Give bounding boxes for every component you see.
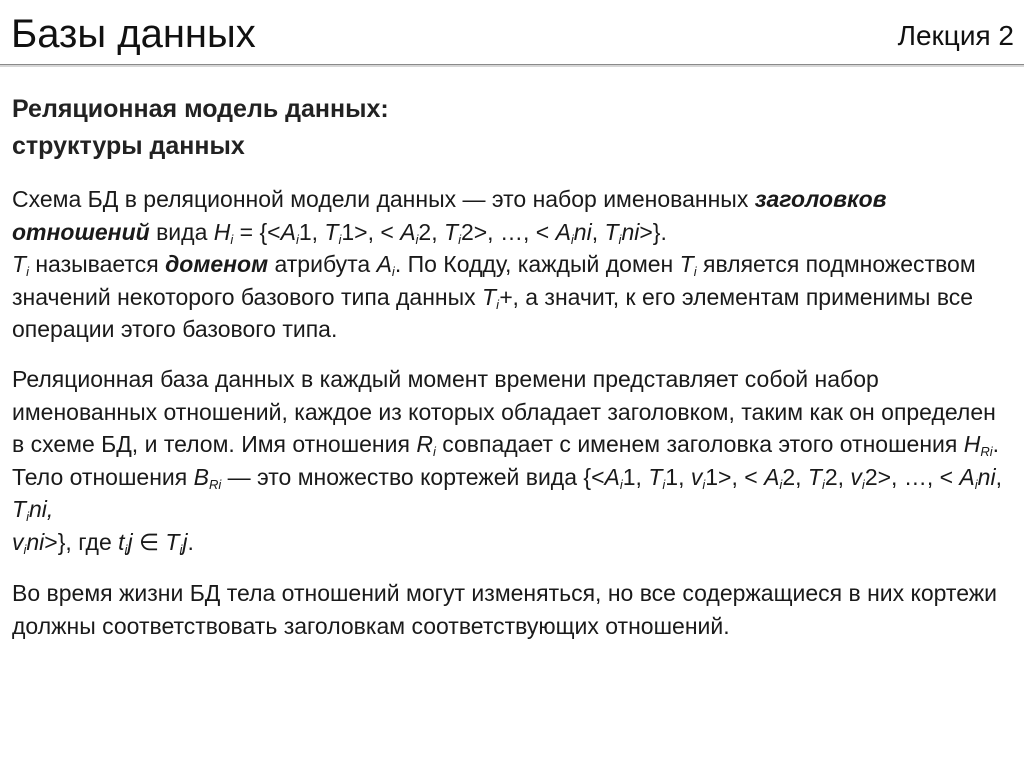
formula-symbol: T [324, 218, 339, 245]
text: — это множество кортежей вида {< [221, 463, 605, 490]
formula-subscript: i [702, 476, 706, 492]
slide-heading [12, 91, 389, 165]
slide-heading-line1: Реляционная модель данных: [12, 95, 389, 123]
formula-subscript: i [861, 476, 865, 492]
formula-subscript: i [619, 476, 623, 492]
formula-subscript: Ri [980, 444, 993, 459]
formula-subscript: i [570, 231, 574, 247]
formula-subscript: i [662, 476, 666, 492]
formula-symbol: A [959, 463, 975, 490]
formula-symbol: ni [621, 218, 640, 245]
formula-symbol: A [376, 251, 392, 277]
formula-symbol: T [807, 463, 822, 490]
formula-symbol: v [690, 463, 703, 490]
header-divider [0, 64, 1024, 67]
text: . [187, 528, 194, 555]
formula-symbol: A [555, 218, 571, 245]
formula-subscript: i [230, 231, 234, 247]
formula-symbol: v [12, 528, 24, 555]
formula-text: 2, [782, 463, 808, 490]
formula-symbol: j [127, 528, 133, 555]
text: . Тело отношения [12, 431, 1000, 490]
formula-symbol: ni [573, 218, 592, 245]
header-title: Базы данных [11, 12, 256, 56]
formula-subscript: i [779, 476, 783, 492]
text: , а значит, к его элементам применимы все операции этого базового типа. [12, 283, 974, 342]
formula-symbol: T [12, 496, 27, 522]
paragraph-lifetime [12, 577, 1012, 642]
text: Во время жизни БД тела отношений могут изменяться, но все содержащиеся в них кортежи должны соответствовать заголовкам соответствующих отношений. [12, 580, 997, 639]
slide-heading-line2: структуры данных [12, 132, 245, 160]
formula-subscript: i [415, 231, 419, 247]
element-of-symbol: ∈ [132, 528, 166, 555]
formula-text: 2, [418, 218, 444, 245]
text: Схема БД в реляционной модели данных — это набор именованных [12, 186, 755, 212]
formula-text: 1>, < [341, 218, 401, 245]
formula-symbol: T [648, 463, 663, 490]
formula-subscript: i [391, 264, 395, 279]
formula-subscript: i [179, 541, 183, 557]
formula-symbol: A [280, 218, 296, 245]
formula-subscript: i [974, 476, 978, 492]
term-domain: доменом [165, 251, 269, 277]
lecture-number: Лекция 2 [897, 20, 1014, 51]
formula-text: 1, [665, 463, 691, 490]
formula-symbol: ni [28, 496, 47, 522]
formula-subscript: i [26, 264, 29, 279]
formula-symbol: H [213, 218, 231, 245]
formula-symbol: j [182, 528, 188, 555]
formula-symbol: T [604, 218, 619, 245]
formula-subscript: i [295, 231, 299, 247]
formula-subscript: i [338, 231, 342, 247]
formula-symbol: T [12, 251, 27, 277]
formula-subscript: i [432, 444, 436, 459]
text: является подмножеством значений некоторого базового типа данных [12, 251, 976, 310]
formula-subscript: i [124, 541, 128, 557]
formula-symbol: v [850, 463, 862, 490]
formula-text: 1, [622, 463, 649, 490]
term-relation-headers: заголовков отношений [12, 186, 887, 245]
formula-subscript: i [693, 264, 697, 279]
formula-symbol: R [416, 431, 433, 457]
formula-symbol: A [400, 218, 416, 245]
text: совпадает с именем заголовка этого отношения [435, 431, 964, 457]
formula-text: 1, [298, 218, 325, 245]
formula-text: , [995, 463, 1002, 490]
paragraph-relational-db [12, 363, 1012, 558]
formula-symbol: ni [26, 528, 45, 555]
formula-symbol: ni [977, 463, 996, 490]
text: вида [149, 218, 214, 245]
formula-text: >}. [639, 218, 667, 245]
formula-subscript: i [26, 509, 29, 524]
formula-symbol: H [963, 431, 981, 457]
formula-symbol: + [499, 283, 513, 310]
formula-text: , [591, 218, 605, 245]
formula-text: , [46, 496, 54, 522]
formula-symbol: A [604, 463, 620, 490]
formula-subscript: i [23, 541, 27, 557]
formula-symbol: T [482, 283, 497, 310]
formula-symbol: A [764, 463, 780, 490]
formula-symbol: T [444, 218, 459, 245]
formula-text: 2>, …, < [460, 218, 556, 245]
formula-text: = {< [233, 218, 281, 245]
formula-subscript: i [821, 476, 825, 492]
formula-subscript: Ri [208, 476, 222, 492]
formula-text: 1>, < [705, 463, 765, 490]
text: называется [28, 251, 166, 277]
formula-symbol: B [193, 463, 209, 490]
formula-text: 2>, …, < [864, 463, 960, 490]
text: Реляционная база данных в каждый момент времени представляет собой набор именованных отношений, каждое из которых обладает заголовком, таким как он определен в схеме БД, и телом. Имя отношения [12, 366, 996, 457]
formula-subscript: i [618, 231, 622, 247]
formula-symbol: T [679, 251, 694, 277]
formula-subscript: i [458, 231, 461, 247]
text: . По Кодду, каждый домен [394, 251, 680, 277]
formula-symbol: T [165, 528, 180, 555]
paragraph-schema [12, 183, 1012, 346]
text: >}, где [44, 528, 119, 555]
formula-symbol: t [118, 528, 125, 555]
formula-subscript: i [496, 296, 499, 312]
formula-text: 2, [824, 463, 851, 490]
text: атрибута [268, 251, 377, 277]
